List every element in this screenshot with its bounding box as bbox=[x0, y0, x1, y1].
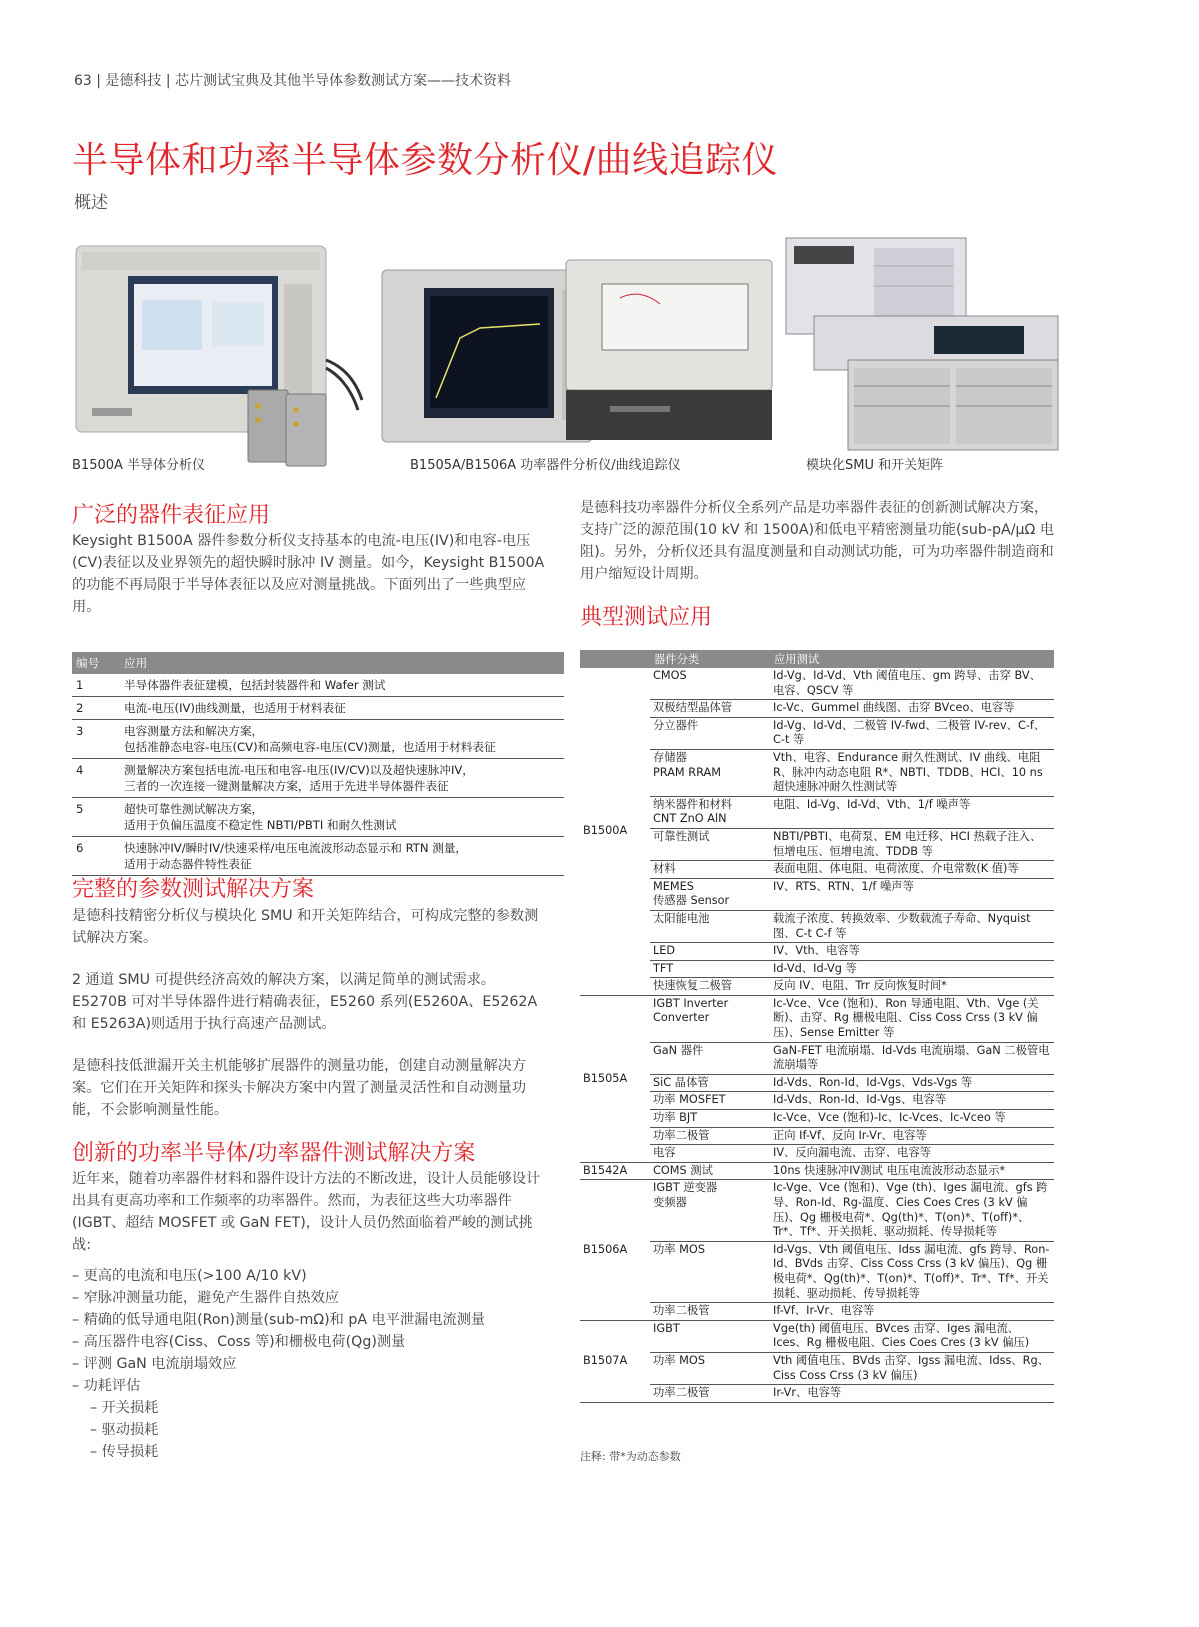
application-test: 反向 IV、电阻、Trr 反向恢复时间* bbox=[770, 978, 1054, 996]
row-application: 超快可靠性测试解决方案， 适用于负偏压温度不稳定性 NBTI/PBTI 和耐久性测试 bbox=[120, 798, 564, 837]
section-para-1: 是德科技精密分析仪与模块化 SMU 和开关矩阵结合，可构成完整的参数测试解决方案。 bbox=[72, 908, 539, 946]
device-category: 功率 MOSFET bbox=[650, 1092, 770, 1110]
table-header-row bbox=[580, 650, 1054, 668]
device-category: 太阳能电池 bbox=[650, 910, 770, 942]
application-test: Ic-Vce、Vce (饱和)-Ic、Ic-Vces、Ic-Vceo 等 bbox=[770, 1110, 1054, 1128]
application-test: Id-Vgs、Vth 阈值电压、Idss 漏电流、gfs 跨导、Ron-Id、BVds 击穿、Ciss Coss Crss (3 kV 偏压)、Qg 栅极电荷*、Qg(th)*、T(on)*、T(off)*、Tr*、Tf*、开关损耗、驱动损耗、传导损耗等 bbox=[770, 1241, 1054, 1302]
row-number: 6 bbox=[72, 837, 120, 876]
application-test: Id-Vg、Id-Vd、Vth 阈值电压、gm 跨导、击穿 BV、电容、QSCV 等 bbox=[770, 668, 1054, 700]
table-row bbox=[580, 1385, 1054, 1403]
table-row bbox=[72, 720, 564, 759]
table-row bbox=[580, 1320, 1054, 1352]
device-category: 双极结型晶体管 bbox=[650, 700, 770, 718]
applications-table bbox=[72, 652, 564, 876]
challenge-sub-item: – 驱动损耗 bbox=[90, 1422, 159, 1438]
application-test: Ic-Vge、Vce (饱和)、Vge (th)、Iges 漏电流、gfs 跨导、Ron-Id、Rg-温度、Cies Coes Cres (3 kV 偏压)、Qg 栅极电荷*、Qg(th)*、T(on)*、T(off)*、Tr*、Tf*、开关损耗、驱动损耗、传导损耗等 bbox=[770, 1180, 1054, 1241]
table-row bbox=[580, 700, 1054, 718]
row-application: 快速脉冲IV/瞬时IV/快速采样/电压电流波形动态显示和 RTN 测量， 适用于动态器件特性表征 bbox=[120, 837, 564, 876]
device-category: IGBT 逆变器 变频器 bbox=[650, 1180, 770, 1241]
table-row bbox=[580, 668, 1054, 700]
table-row bbox=[580, 1352, 1054, 1384]
table-row bbox=[580, 1042, 1054, 1074]
device-category: TFT bbox=[650, 960, 770, 978]
table-row bbox=[580, 943, 1054, 961]
device-category: IGBT bbox=[650, 1320, 770, 1352]
section-body-power-devices: 近年来，随着功率器件材料和器件设计方法的不断改进，设计人员能够设计出具有更高功率和工作频率的功率器件。然而，为表征这些大功率器件 (IGBT、超结 MOSFET 或 GaN FET)，设计人员仍然面临着严峻的测试挑战: bbox=[72, 1171, 541, 1253]
device-category: MEMES 传感器 Sensor bbox=[650, 878, 770, 910]
row-number: 5 bbox=[72, 798, 120, 837]
table-row bbox=[580, 1110, 1054, 1128]
row-application: 半导体器件表征建模，包括封装器件和 Wafer 测试 bbox=[120, 674, 564, 697]
device-category: 分立器件 bbox=[650, 717, 770, 749]
device-category: 功率 MOS bbox=[650, 1352, 770, 1384]
application-test: NBTI/PBTI、电荷泵、EM 电迁移、HCI 热载子注入、恒增电压、恒增电流、TDDB 等 bbox=[770, 828, 1054, 860]
challenge-item: – 窄脉冲测量功能，避免产生器件自热效应 bbox=[72, 1290, 339, 1306]
table-row bbox=[580, 1092, 1054, 1110]
application-test: 表面电阻、体电阻、电荷浓度、介电常数(K 值)等 bbox=[770, 861, 1054, 879]
caption-b1505a: B1505A/B1506A 功率器件分析仪/曲线追踪仪 bbox=[410, 458, 681, 473]
device-category: LED bbox=[650, 943, 770, 961]
page-header: 63 | 是德科技 | 芯片测试宝典及其他半导体参数测试方案——技术资料 bbox=[74, 73, 512, 89]
device-category: 功率 MOS bbox=[650, 1241, 770, 1302]
table-row bbox=[580, 1162, 1054, 1180]
challenge-item: – 高压器件电容(Ciss、Coss 等)和栅极电荷(Qg)测量 bbox=[72, 1334, 406, 1350]
application-test: IV、Vth、电容等 bbox=[770, 943, 1054, 961]
table-row bbox=[580, 749, 1054, 796]
column-header: 器件分类 bbox=[650, 650, 770, 668]
table-row bbox=[72, 759, 564, 798]
table-row bbox=[72, 798, 564, 837]
device-category: GaN 器件 bbox=[650, 1042, 770, 1074]
table-row bbox=[580, 1074, 1054, 1092]
device-category: 功率二极管 bbox=[650, 1127, 770, 1145]
device-category: IGBT Inverter Converter bbox=[650, 995, 770, 1042]
instrument-cell: B1507A bbox=[580, 1320, 650, 1402]
table-row bbox=[580, 910, 1054, 942]
section-heading-complete-solution: 完整的参数测试解决方案 bbox=[72, 877, 315, 902]
device-category: COMS 测试 bbox=[650, 1162, 770, 1180]
instrument-cell: B1542A bbox=[580, 1162, 650, 1180]
table-row bbox=[72, 837, 564, 876]
b1505a-product-image bbox=[380, 258, 780, 458]
device-category: 快速恢复二极管 bbox=[650, 978, 770, 996]
challenge-sub-item: – 开关损耗 bbox=[90, 1400, 159, 1416]
column-header: 编号 bbox=[72, 652, 120, 674]
device-category: 功率二极管 bbox=[650, 1385, 770, 1403]
table-row bbox=[72, 697, 564, 720]
challenge-sub-item: – 传导损耗 bbox=[90, 1444, 159, 1460]
application-test: Id-Vds、Ron-Id、Id-Vgs、电容等 bbox=[770, 1092, 1054, 1110]
device-category: CMOS bbox=[650, 668, 770, 700]
column-header: 应用测试 bbox=[770, 650, 1054, 668]
section-body-applications: Keysight B1500A 器件参数分析仪支持基本的电流-电压(IV)和电容-电压(CV)表征以及业界领先的超快瞬时脉冲 IV 测量。如今，Keysight B1500A 的功能不再局限于半导体表征以及应对测量挑战。下面列出了一些典型应用。 bbox=[72, 533, 545, 615]
instrument-cell: B1505A bbox=[580, 995, 650, 1162]
row-application: 测量解决方案包括电流-电压和电容-电压(IV/CV)以及超快速脉冲IV， 三者的一次连接一键测量解决方案，适用于先进半导体器件表征 bbox=[120, 759, 564, 798]
table-header-row bbox=[72, 652, 564, 674]
table-row bbox=[580, 995, 1054, 1042]
application-test: Id-Vd、Id-Vg 等 bbox=[770, 960, 1054, 978]
device-category: 纳米器件和材料 CNT ZnO AlN bbox=[650, 796, 770, 828]
column-header: 应用 bbox=[120, 652, 564, 674]
section-heading-applications: 广泛的器件表征应用 bbox=[72, 503, 271, 528]
table-row bbox=[580, 828, 1054, 860]
table-row bbox=[580, 1303, 1054, 1321]
row-number: 1 bbox=[72, 674, 120, 697]
application-test: GaN-FET 电流崩塌、Id-Vds 电流崩塌、GaN 二极管电流崩塌等 bbox=[770, 1042, 1054, 1074]
row-application: 电容测量方法和解决方案， 包括准静态电容-电压(CV)和高频电容-电压(CV)测量，也适用于材料表征 bbox=[120, 720, 564, 759]
device-category: 材料 bbox=[650, 861, 770, 879]
row-number: 2 bbox=[72, 697, 120, 720]
right-intro-paragraph: 是德科技功率器件分析仪全系列产品是功率器件表征的创新测试解决方案，支持广泛的源范围(10 kV 和 1500A)和低电平精密测量功能(sub-pA/μΩ 电阻)。另外，分析仪还具有温度测量和自动测试功能，可为功率器件制造商和用户缩短设计周期。 bbox=[580, 500, 1055, 582]
page-subtitle: 概述 bbox=[74, 193, 108, 213]
application-test: Vth、电容、Endurance 耐久性测试、IV 曲线、电阻 R、脉冲内动态电阻 R*、NBTI、TDDB、HCI、10 ns 超快速脉冲耐久性测试等 bbox=[770, 749, 1054, 796]
column-header bbox=[580, 650, 650, 668]
section-para-2: 2 通道 SMU 可提供经济高效的解决方案，以满足简单的测试需求。E5270B 可对半导体器件进行精确表征，E5260 系列(E5260A、E5262A 和 E5263A)则适用于执行高速产品测试。 bbox=[72, 972, 538, 1032]
typical-test-table bbox=[580, 650, 1054, 1403]
device-category: 可靠性测试 bbox=[650, 828, 770, 860]
b1500a-product-image bbox=[72, 240, 372, 468]
table-row bbox=[580, 978, 1054, 996]
application-test: Vge(th) 阈值电压、BVces 击穿、Iges 漏电流、Ices、Rg 栅极电阻、Cies Coes Cres (3 kV 偏压) bbox=[770, 1320, 1054, 1352]
table-row bbox=[580, 1127, 1054, 1145]
application-test: Id-Vg、Id-Vd、二极管 IV-fwd、二极管 IV-rev、C-f、C-t 等 bbox=[770, 717, 1054, 749]
application-test: IV、RTS、RTN、1/f 噪声等 bbox=[770, 878, 1054, 910]
table-row bbox=[580, 1145, 1054, 1163]
smu-switch-matrix-image bbox=[784, 236, 1064, 452]
instrument-cell: B1500A bbox=[580, 668, 650, 995]
table-row bbox=[580, 878, 1054, 910]
application-test: 电阻、Id-Vg、Id-Vd、Vth、1/f 噪声等 bbox=[770, 796, 1054, 828]
application-test: 载流子浓度、转换效率、少数载流子寿命、Nyquist 图、C-t C-f 等 bbox=[770, 910, 1054, 942]
device-category: 存储器 PRAM RRAM bbox=[650, 749, 770, 796]
application-test: 10ns 快速脉冲IV测试 电压电流波形动态显示* bbox=[770, 1162, 1054, 1180]
application-test: Vth 阈值电压、BVds 击穿、Igss 漏电流、Idss、Rg、Ciss Coss Crss (3 kV 偏压) bbox=[770, 1352, 1054, 1384]
application-test: Id-Vds、Ron-Id、Id-Vgs、Vds-Vgs 等 bbox=[770, 1074, 1054, 1092]
caption-smu: 模块化SMU 和开关矩阵 bbox=[806, 458, 944, 473]
caption-b1500a: B1500A 半导体分析仪 bbox=[72, 458, 206, 473]
table-row bbox=[580, 717, 1054, 749]
table-row bbox=[72, 674, 564, 697]
device-category: SiC 晶体管 bbox=[650, 1074, 770, 1092]
device-category: 功率二极管 bbox=[650, 1303, 770, 1321]
device-category: 功率 BJT bbox=[650, 1110, 770, 1128]
instrument-cell: B1506A bbox=[580, 1180, 650, 1320]
row-application: 电流-电压(IV)曲线测量，也适用于材料表征 bbox=[120, 697, 564, 720]
table-row bbox=[580, 796, 1054, 828]
row-number: 3 bbox=[72, 720, 120, 759]
challenge-list bbox=[72, 1265, 548, 1463]
table-row bbox=[580, 960, 1054, 978]
application-test: Ic-Vce、Vce (饱和)、Ron 导通电阻、Vth、Vge (关断)、击穿、Rg 栅极电阻、Ciss Coss Crss (3 kV 偏压)、Sense Emitter 等 bbox=[770, 995, 1054, 1042]
section-heading-power-devices: 创新的功率半导体/功率器件测试解决方案 bbox=[72, 1141, 476, 1166]
challenge-item: – 精确的低导通电阻(Ron)测量(sub-mΩ)和 pA 电平泄漏电流测量 bbox=[72, 1312, 486, 1328]
table-row bbox=[580, 861, 1054, 879]
row-number: 4 bbox=[72, 759, 120, 798]
application-test: Ic-Vc、Gummel 曲线图、击穿 BVceo、电容等 bbox=[770, 700, 1054, 718]
challenge-item: – 功耗评估 bbox=[72, 1378, 141, 1394]
application-test: 正向 If-Vf、反向 Ir-Vr、电容等 bbox=[770, 1127, 1054, 1145]
page-title: 半导体和功率半导体参数分析仪/曲线追踪仪 bbox=[72, 140, 779, 181]
device-category: 电容 bbox=[650, 1145, 770, 1163]
table-row bbox=[580, 1180, 1054, 1241]
section-para-3: 是德科技低泄漏开关主机能够扩展器件的测量功能，创建自动测量解决方案。它们在开关矩阵和探头卡解决方案中内置了测量灵活性和自动测量功能，不会影响测量性能。 bbox=[72, 1058, 527, 1118]
table-row bbox=[580, 1241, 1054, 1302]
footnote: 注释: 带*为动态参数 bbox=[580, 1450, 681, 1463]
section-heading-typical-tests: 典型测试应用 bbox=[580, 605, 713, 630]
application-test: If-Vf、Ir-Vr、电容等 bbox=[770, 1303, 1054, 1321]
application-test: Ir-Vr、电容等 bbox=[770, 1385, 1054, 1403]
challenge-item: – 更高的电流和电压(>100 A/10 kV) bbox=[72, 1268, 307, 1284]
application-test: IV、反向漏电流、击穿、电容等 bbox=[770, 1145, 1054, 1163]
challenge-item: – 评测 GaN 电流崩塌效应 bbox=[72, 1356, 237, 1372]
